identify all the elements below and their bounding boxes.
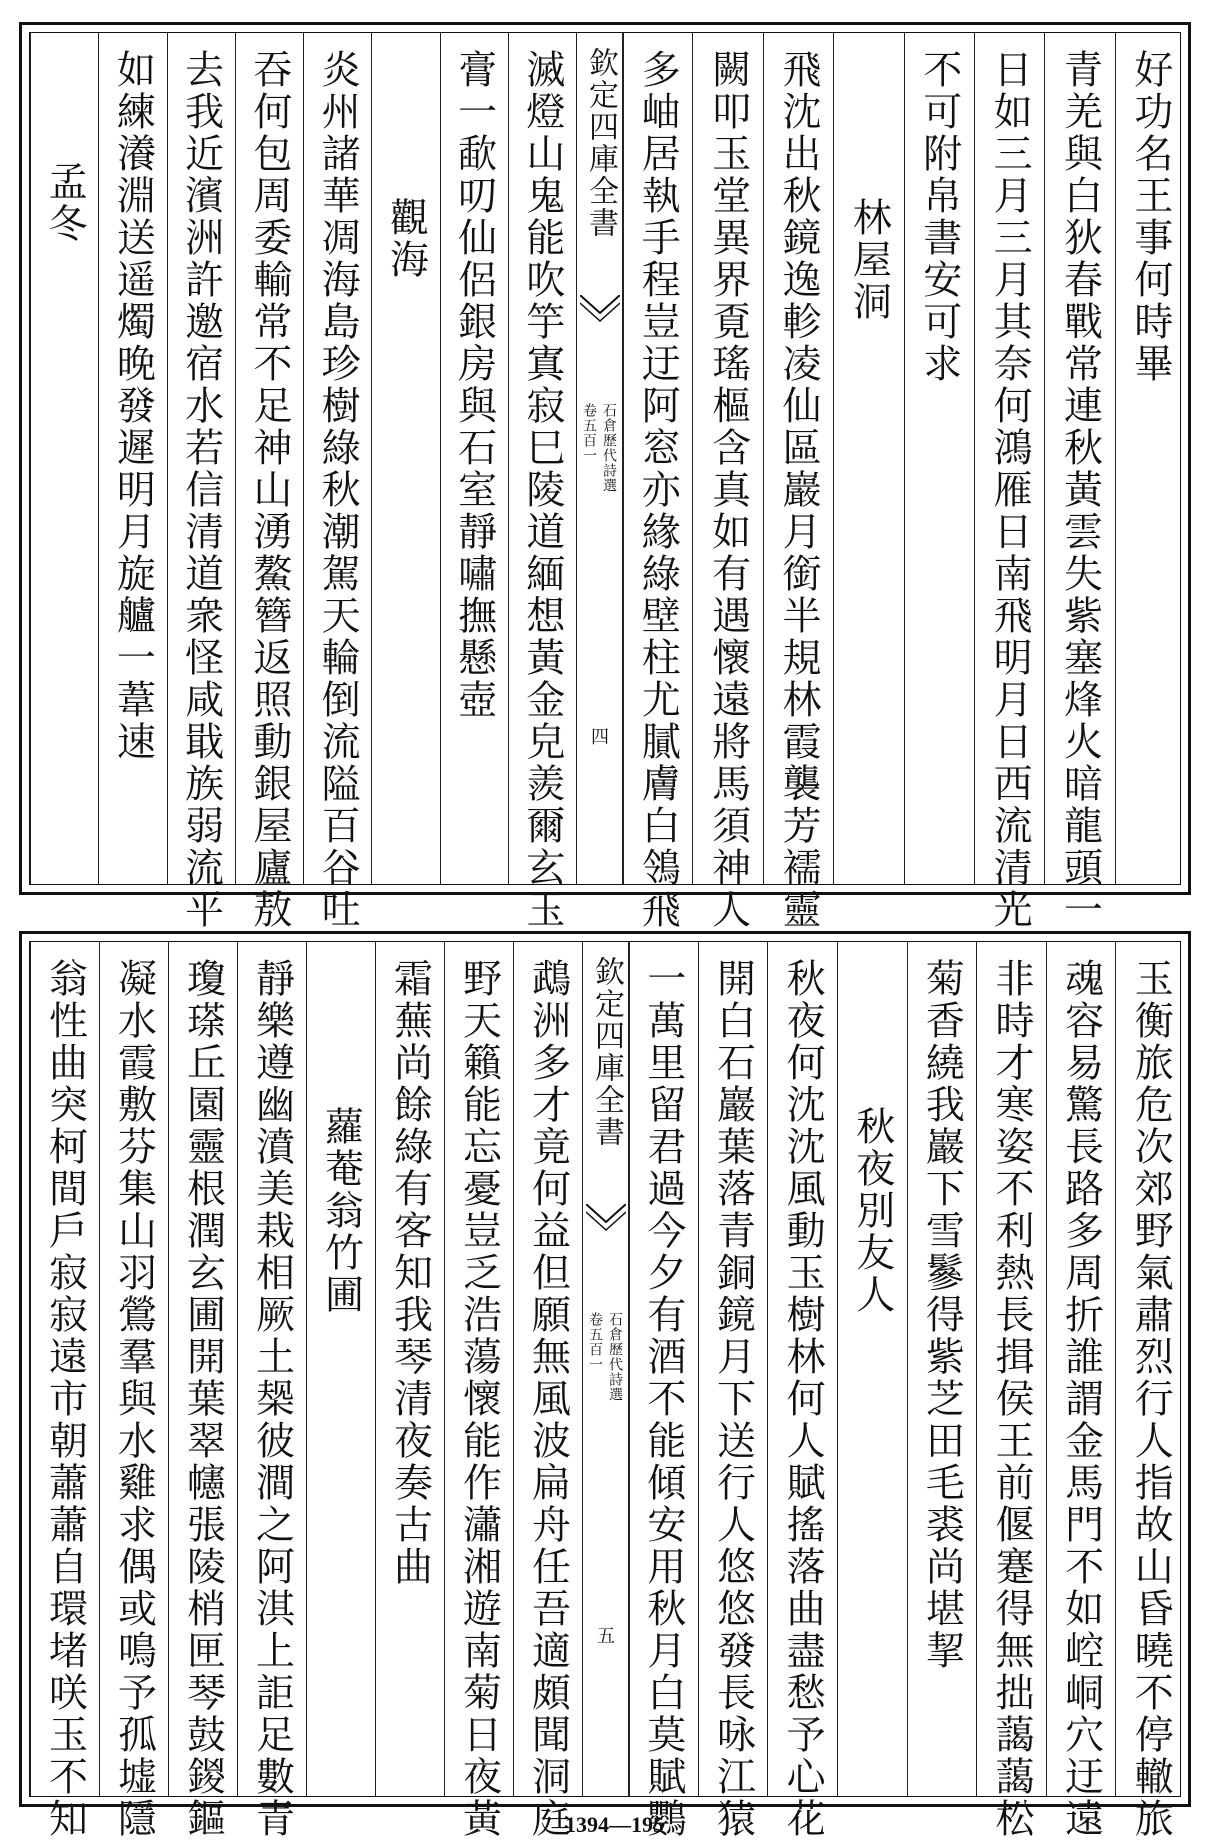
text-column: 膏一歃叨仙侶銀房與石室靜嘯撫懸壺 [451, 49, 497, 721]
page-number: 五 [597, 1626, 615, 1647]
text-column: 如練瀁淵送遥燭晚發遲明月旋艫一葦速 [110, 49, 156, 763]
text-column: 瓊瑹丘園靈根潤玄圃開葉翠幰張陵梢匣琴鼓鍐鏂 [180, 958, 226, 1840]
text-column: 滅燈山鬼能吹竽寘寂巳陵道緬想黃金皃羨爾玄玉 [519, 49, 565, 931]
text-column: 吞何包周委輸常不足神山湧鰲簪返照動銀屋廬敖 [246, 49, 292, 931]
column-rule [1046, 942, 1047, 1796]
column-rule [508, 33, 509, 884]
text-column: 秋夜何沈沈風動玉樹林何人賦搖落曲盡愁予心花 [780, 958, 826, 1840]
column-rule [513, 942, 514, 1796]
page-footer-number: 1394—195 [565, 1812, 664, 1837]
volume-number: 卷五百一 [587, 1312, 603, 1372]
text-column: 非時才寒姿不利熱長揖侯王前偃蹇得無拙藹藹松 [988, 958, 1034, 1840]
column-rule [235, 33, 236, 884]
top-page-frame [29, 32, 1181, 931]
column-rule [375, 942, 376, 1796]
column-rule [907, 942, 908, 1796]
collection-title: 石倉歷代詩選 [601, 403, 617, 493]
column-rule [692, 33, 693, 884]
text-column: 鵡洲多才竟何益但願無風波扁舟任吾適頗聞洞庭 [525, 958, 571, 1840]
text-column: 日如三月三月其奈何鴻雁日南飛明月日西流清光 [987, 49, 1033, 931]
top-center-margin [576, 33, 624, 884]
poem-title: 觀海 [383, 197, 429, 281]
column-rule [98, 33, 99, 884]
text-column: 翁性曲突柯間戶寂寂遠市朝蕭蕭自環堵咲玉不知 [42, 958, 88, 1840]
text-column: 好功名王事何時畢 [1127, 49, 1173, 385]
column-rule [767, 942, 768, 1796]
text-column: 靜樂遵幽濆美栽相厥土椝彼澗之阿淇上詎足數青 [249, 958, 295, 1840]
text-column: 青羌與白狄春戰常連秋黃雲失紫塞烽火暗龍頭一 [1057, 49, 1103, 931]
text-column: 炎州諸華凋海島珍樹綠秋潮駕天輪倒流隘百谷吐 [315, 49, 361, 931]
page-number: 四 [591, 727, 609, 748]
text-column: 不可附帛書安可求 [916, 49, 962, 385]
poem-title: 林屋洞 [846, 197, 892, 323]
column-rule [837, 942, 838, 1796]
column-rule [168, 942, 169, 1796]
library-title: 欽定四庫全書 [589, 956, 624, 1148]
column-rule [440, 33, 441, 884]
poem-title: 蘿菴翁竹圃 [318, 1106, 364, 1316]
text-column: 一萬里留君過今夕有酒不能傾安用秋月白莫賦鸚 [640, 958, 686, 1840]
text-column: 開白石巖葉落青銅鏡月下送行人悠悠發長咏江猿 [710, 958, 756, 1840]
volume-number: 卷五百一 [581, 403, 597, 463]
text-column: 魂容易驚長路多周折誰謂金馬門不如崆峒穴迂遠 [1058, 958, 1104, 1840]
top-page [19, 22, 1191, 931]
text-column: 闕叩玉堂異界覔瑤樞含真如有遇懷遠將馬須神人 [705, 49, 751, 931]
column-rule [1044, 33, 1045, 884]
collection-title: 石倉歷代詩選 [607, 1312, 623, 1402]
fishtail-mark-icon [580, 295, 620, 331]
column-rule [237, 942, 238, 1796]
text-column: 去我近濱洲許邀宿水若信清道衆怪咸戢族弱流平 [178, 49, 224, 931]
column-rule [371, 33, 372, 884]
text-column: 野天籟能忘憂豈乏浩蕩懷能作瀟湘遊南菊日夜黃 [456, 958, 502, 1840]
column-rule [99, 942, 100, 1796]
text-column: 多岫居執手程豈迂阿窓亦緣綠壁柱尤膩膚白鴒飛 [635, 49, 681, 931]
column-rule [763, 33, 764, 884]
text-column: 飛沈出秋鏡逸軫凌仙區巖月銜半規林霞襲芳襦靈 [775, 49, 821, 931]
column-rule [1115, 33, 1116, 884]
text-column: 霜蕪尚餘綠有客知我琴清夜奏古曲 [387, 958, 433, 1588]
column-rule [30, 942, 31, 1796]
column-rule [698, 942, 699, 1796]
column-rule [30, 33, 31, 884]
text-column: 菊香繞我巖下雪鬖得紫芝田毛裘尚堪挈 [919, 958, 965, 1672]
column-rule [306, 942, 307, 1796]
column-rule [1115, 942, 1116, 1796]
column-rule [904, 33, 905, 884]
column-rule [833, 33, 834, 884]
text-column: 凝水霞敷芬集山羽鶯羣與水雞求偶或鳴予孤墟隱 [111, 958, 157, 1840]
column-rule [974, 33, 975, 884]
column-rule [444, 942, 445, 1796]
bottom-center-margin [582, 942, 630, 1796]
column-rule [976, 942, 977, 1796]
poet-name: 孟冬 [42, 161, 88, 245]
poem-title: 秋夜別友人 [849, 1106, 895, 1316]
column-rule [167, 33, 168, 884]
text-column: 玉衡旅危次郊野氣肅烈行人指故山昏曉不停轍旅 [1128, 958, 1174, 1840]
fishtail-mark-icon [586, 1204, 626, 1240]
column-rule [303, 33, 304, 884]
library-title: 欽定四庫全書 [583, 47, 618, 239]
